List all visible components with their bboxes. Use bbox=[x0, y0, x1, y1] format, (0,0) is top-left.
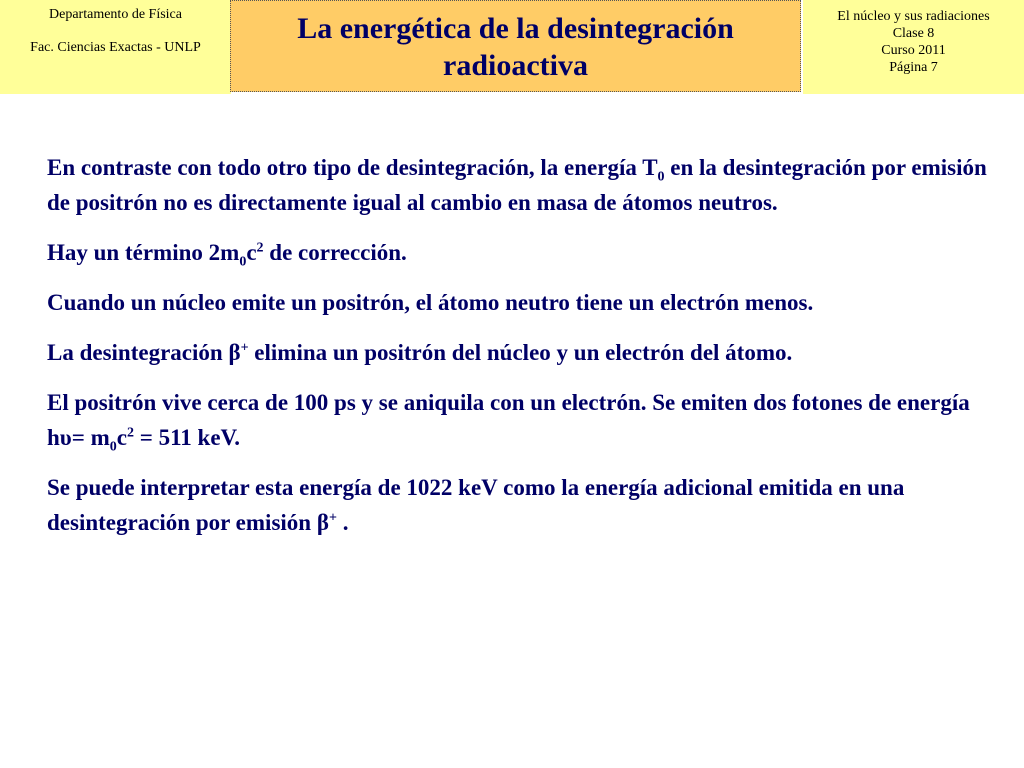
p4-text-a: La desintegración β bbox=[47, 340, 241, 365]
department-label: Departamento de Física bbox=[49, 7, 182, 22]
p5-text-mid: c bbox=[116, 425, 127, 450]
p1-text-a: En contraste con todo otro tipo de desintegración, la energía T bbox=[47, 155, 658, 180]
page-number-label: Página 7 bbox=[889, 60, 938, 75]
header-left-box bbox=[0, 0, 231, 94]
slide-body bbox=[47, 150, 987, 555]
p4-text-b: elimina un positrón del núcleo y un electrón del átomo. bbox=[248, 340, 793, 365]
p5-text-a: El positrón vive cerca de 100 ps y se aniquila con un electrón. Se emiten dos fotones de energía hυ= m bbox=[47, 390, 970, 450]
p2-text-mid: c bbox=[246, 240, 257, 265]
p6-superscript: + bbox=[328, 510, 337, 526]
p5-subscript: 0 bbox=[109, 439, 117, 455]
class-label: Clase 8 bbox=[892, 26, 935, 41]
course-name-label: El núcleo y sus radiaciones bbox=[837, 9, 990, 24]
paragraph-4 bbox=[47, 335, 987, 370]
title-line-2: radioactiva bbox=[443, 49, 588, 82]
p5-text-b: = 511 keV. bbox=[133, 425, 240, 450]
p2-text-a: Hay un término 2m bbox=[47, 240, 240, 265]
paragraph-6 bbox=[47, 470, 987, 540]
year-label: Curso 2011 bbox=[881, 43, 946, 58]
paragraph-1 bbox=[47, 150, 987, 220]
title-line-1: La energética de la desintegración bbox=[297, 12, 734, 45]
paragraph-5 bbox=[47, 385, 987, 455]
p5-superscript: 2 bbox=[126, 425, 134, 441]
p2-superscript: 2 bbox=[256, 240, 264, 256]
p1-subscript: 0 bbox=[657, 169, 665, 185]
p6-text-b: . bbox=[336, 510, 349, 535]
p1-text-b: en la desintegración por emisión de positrón no es directamente igual al cambio en masa de átomos neutros. bbox=[47, 155, 987, 215]
slide-title bbox=[230, 0, 801, 92]
paragraph-3: Cuando un núcleo emite un positrón, el átomo neutro tiene un electrón menos. bbox=[47, 290, 814, 315]
header-right-box bbox=[803, 0, 1024, 94]
p2-text-b: de corrección. bbox=[263, 240, 407, 265]
paragraph-2 bbox=[47, 235, 987, 270]
p6-text-a: Se puede interpretar esta energía de 1022 keV como la energía adicional emitida en una desintegración por emisión β bbox=[47, 475, 905, 535]
p2-subscript: 0 bbox=[239, 254, 247, 270]
faculty-label: Fac. Ciencias Exactas - UNLP bbox=[30, 40, 201, 55]
p4-superscript: + bbox=[240, 340, 249, 356]
